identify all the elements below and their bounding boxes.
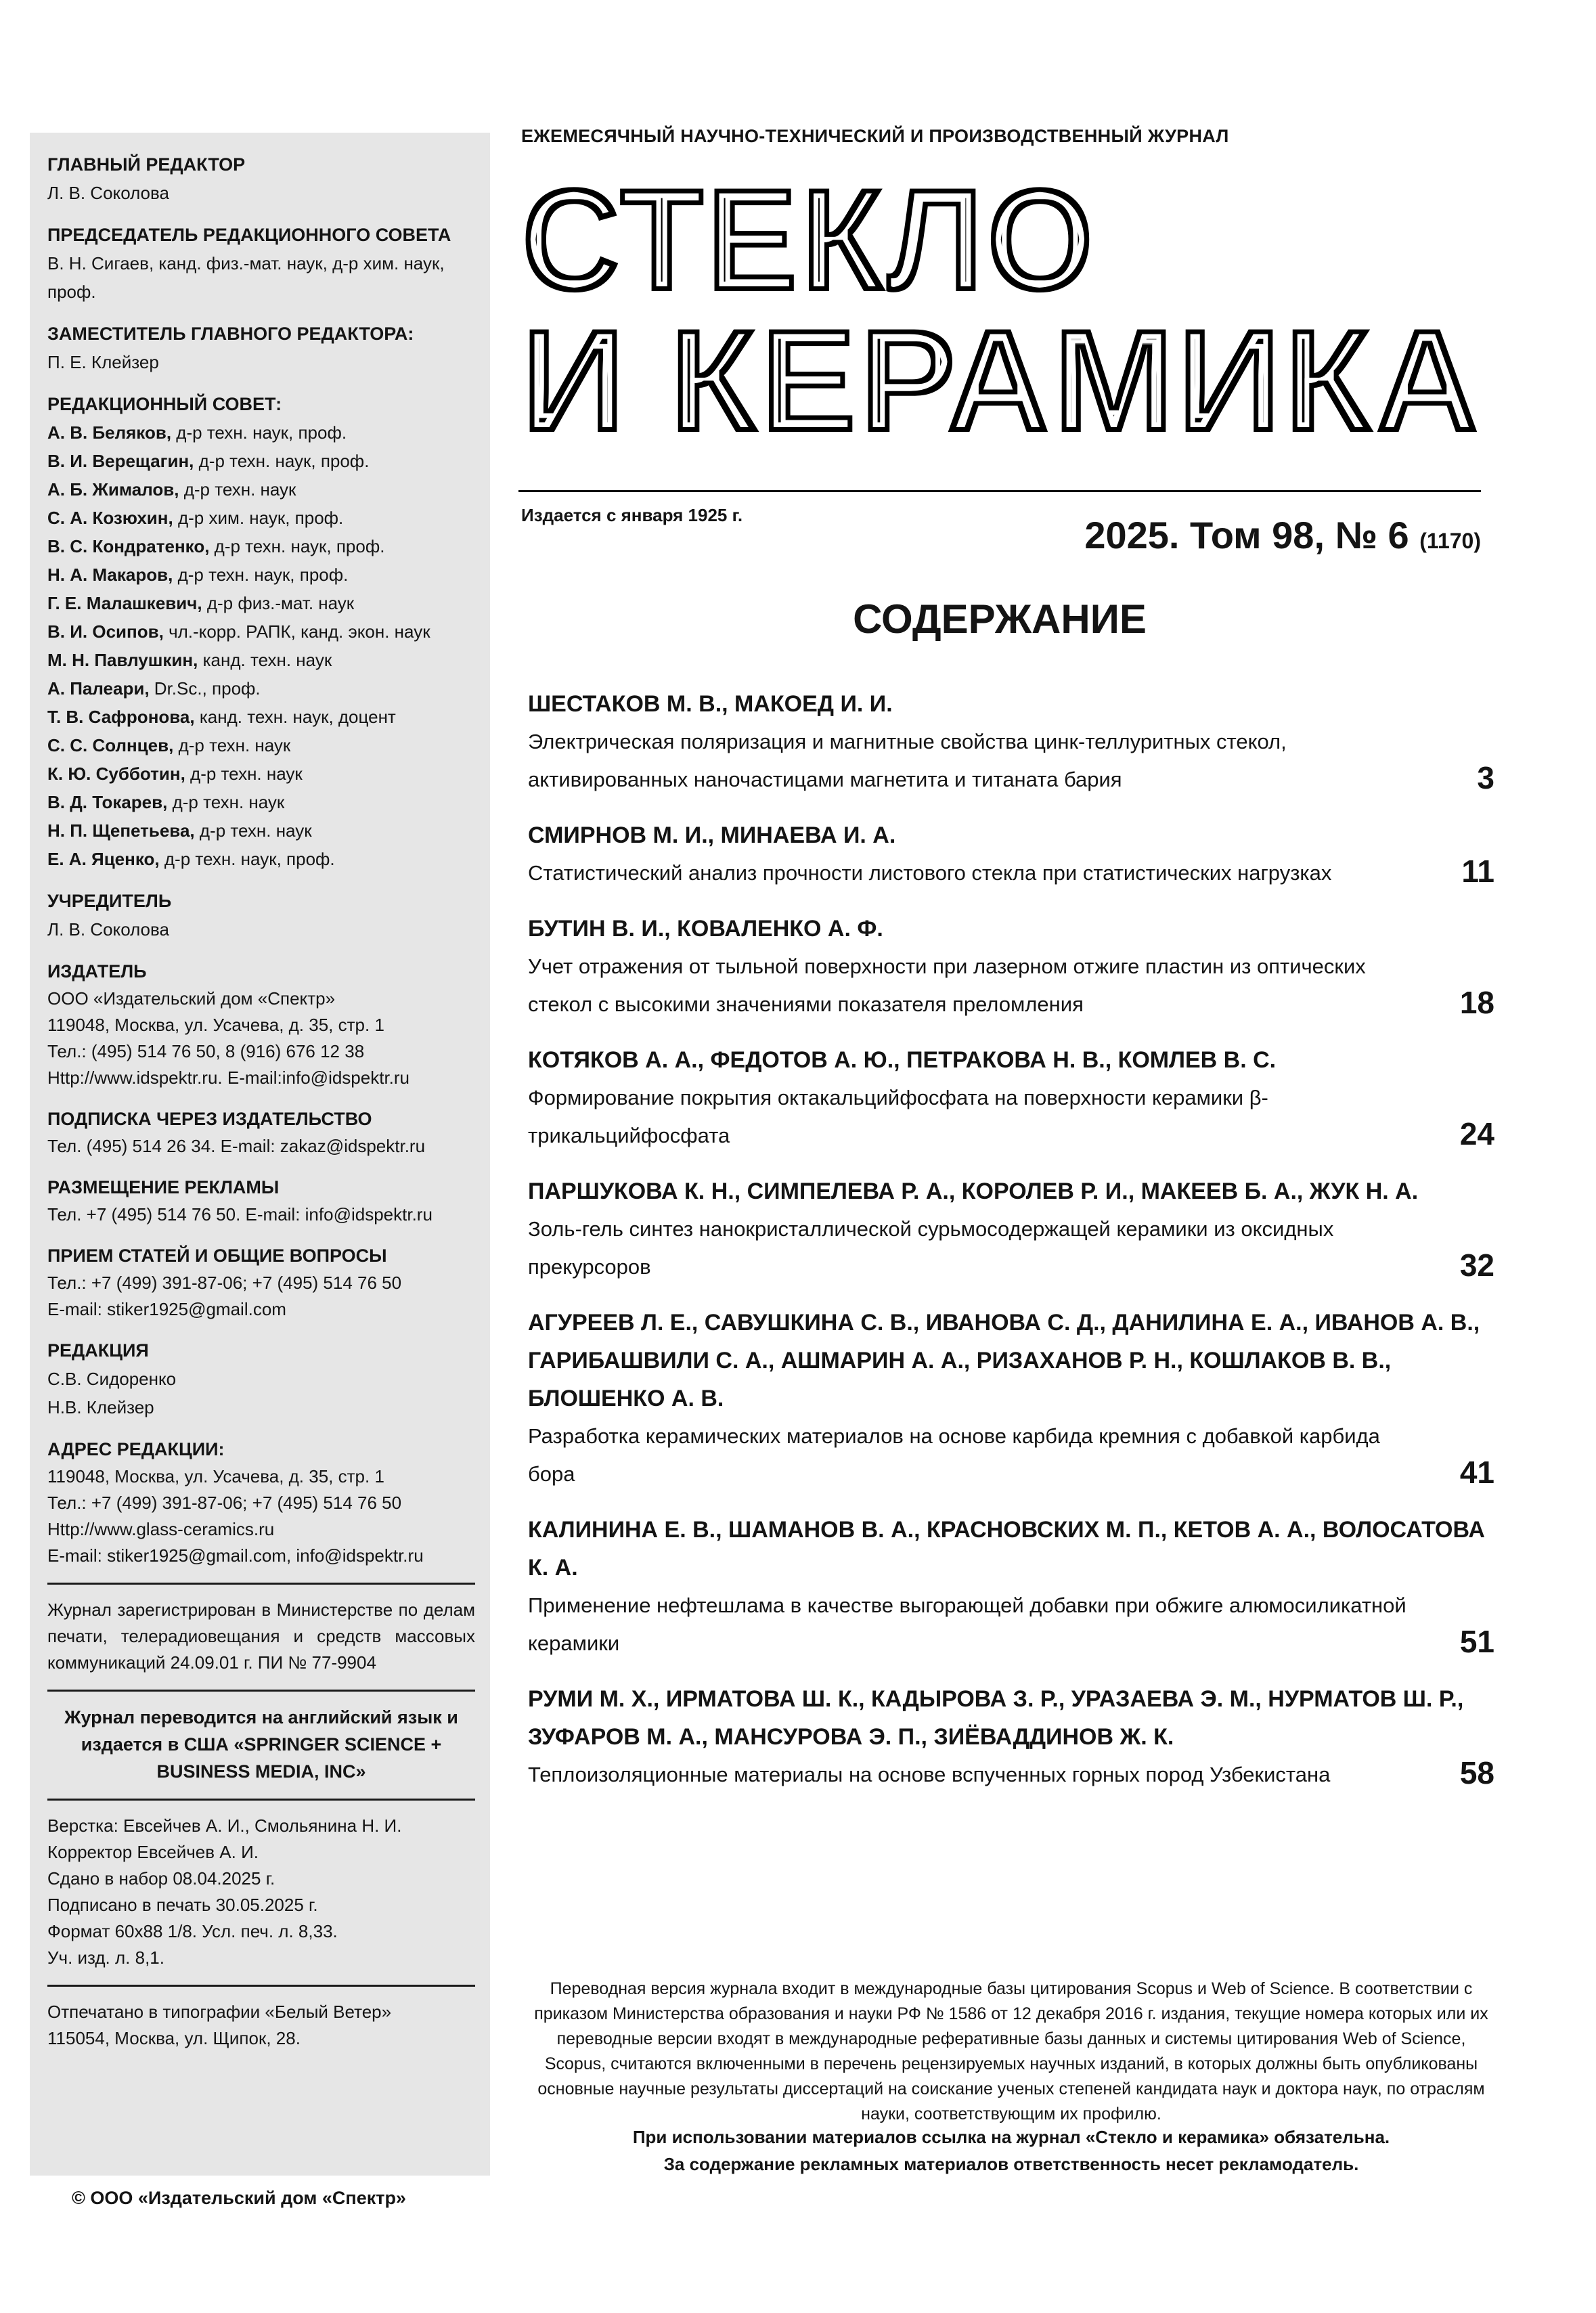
entry-page: 11 — [1461, 854, 1494, 889]
member-name: А. Палеари, — [47, 678, 150, 699]
publisher-heading: ИЗДАТЕЛЬ — [47, 961, 147, 982]
member-name: В. С. Кондратенко, — [47, 536, 210, 556]
production-line: Верстка: Евсейчев А. И., Смольянина Н. И. — [47, 1815, 402, 1836]
address-section — [47, 1435, 475, 1569]
ads-heading: РАЗМЕЩЕНИЕ РЕКЛАМЫ — [47, 1177, 280, 1197]
member-title: Dr.Sc., проф. — [154, 678, 261, 699]
entry-title: Электрическая поляризация и магнитные свойства цинк-теллуритных стекол, активированных наночастицами магнетита и титаната бария — [528, 730, 1287, 791]
production-line: Корректор Евсейчев А. И. — [47, 1842, 259, 1862]
office-heading: РЕДАКЦИЯ — [47, 1340, 149, 1361]
entry-authors: КАЛИНИНА Е. В., ШАМАНОВ В. А., КРАСНОВСКИХ М. П., КЕТОВ А. А., ВОЛОСАТОВА К. А. — [528, 1517, 1485, 1581]
council-member — [47, 589, 475, 617]
divider — [47, 1690, 475, 1692]
address-heading: АДРЕС РЕДАКЦИИ: — [47, 1439, 225, 1459]
publisher-line: ООО «Издательский дом «Спектр» — [47, 988, 336, 1009]
toc-entry[interactable] — [528, 685, 1494, 799]
member-name: Т. В. Сафронова, — [47, 707, 195, 727]
issue-info — [1056, 513, 1481, 557]
usage-notice — [528, 2123, 1494, 2178]
member-title: чл.-корр. РАПК, канд. экон. наук — [169, 621, 430, 642]
address-line: 119048, Москва, ул. Усачева, д. 35, стр. 1 — [47, 1466, 384, 1486]
divider — [47, 1799, 475, 1801]
publisher-line: 119048, Москва, ул. Усачева, д. 35, стр. 1 — [47, 1015, 384, 1035]
chair-text: В. Н. Сигаев, канд. физ.-мат. наук, д-р хим. наук, проф. — [47, 253, 445, 302]
ads-text: Тел. +7 (495) 514 76 50. E-mail: info@idspektr.ru — [47, 1204, 433, 1225]
entry-title: Формирование покрытия октакальцийфосфата на поверхности керамики β-трикальцийфосфата — [528, 1086, 1268, 1147]
council-member — [47, 447, 475, 475]
office-line: Н.В. Клейзер — [47, 1397, 154, 1417]
entry-page: 24 — [1459, 1116, 1494, 1151]
founded-note: Издается с января 1925 г. — [521, 505, 743, 525]
member-title: д-р техн. наук, проф. — [176, 422, 347, 443]
issue-serial: (1170) — [1419, 529, 1481, 553]
member-title: д-р хим. наук, проф. — [177, 508, 344, 528]
member-name: Н. П. Щепетьева, — [47, 820, 195, 841]
entry-title: Золь-гель синтез нанокристаллической сурьмосодержащей керамики из оксидных прекурсоров — [528, 1217, 1334, 1279]
council-member — [47, 731, 475, 759]
founder-name: Л. В. Соколова — [47, 919, 169, 940]
member-title: д-р техн. наук, проф. — [177, 565, 349, 585]
indexing-notice: Переводная версия журнала входит в международные базы цитирования Scopus и Web of Science. В соответствии с приказом Министерства образования и науки РФ № 1586 от 12 декабря 2016 г. издания, текущие номера которых или их переводные версии входят в международные реферативные базы данных и системы цитирования Web of Science, Scopus, считаются включенными в перечень рецензируемых научных изданий, в которых должны быть опубликованы основные научные результаты диссертаций на соискание ученых степеней кандидата наук и доктора наук, по отраслям науки, соответствующим их профилю. — [534, 1979, 1488, 2123]
member-title: д-р техн. наук — [190, 764, 303, 784]
member-title: д-р техн. наук, проф. — [198, 451, 370, 471]
entry-title: Учет отражения от тыльной поверхности при лазерном отжиге пластин из оптических стекол с высокими значениями показателя преломления — [528, 954, 1366, 1016]
council-section — [47, 390, 475, 873]
member-title: канд. техн. наук — [202, 650, 332, 670]
entry-authors: КОТЯКОВ А. А., ФЕДОТОВ А. Ю., ПЕТРАКОВА Н. В., КОМЛЕВ В. С. — [528, 1047, 1277, 1073]
contents-heading: СОДЕРЖАНИЕ — [853, 596, 1147, 642]
member-title: д-р физ.-мат. наук — [206, 593, 355, 613]
production-line: Уч. изд. л. 8,1. — [47, 1947, 164, 1968]
council-list — [47, 418, 475, 873]
articles-line: E-mail: stiker1925@gmail.com — [47, 1299, 286, 1319]
entry-page: 51 — [1459, 1624, 1494, 1659]
council-member — [47, 504, 475, 532]
member-name: В. Д. Токарев, — [47, 792, 168, 812]
editor-name: Л. В. Соколова — [47, 183, 169, 203]
production-line: Подписано в печать 30.05.2025 г. — [47, 1895, 318, 1915]
production-line: Формат 60х88 1/8. Усл. печ. л. 8,33. — [47, 1921, 338, 1941]
member-title: канд. техн. наук, доцент — [199, 707, 396, 727]
council-member — [47, 788, 475, 816]
printer-info — [47, 1999, 475, 2052]
entry-title: Разработка керамических материалов на основе карбида кремния с добавкой карбида бора — [528, 1424, 1380, 1486]
publisher-line: Http://www.idspektr.ru. E-mail:info@idspektr.ru — [47, 1067, 410, 1088]
member-name: Е. А. Яценко, — [47, 849, 160, 869]
member-title: д-р техн. наук, проф. — [214, 536, 385, 556]
office-line: С.В. Сидоренко — [47, 1369, 177, 1389]
entry-title: Статистический анализ прочности листового стекла при статистических нагрузках — [528, 861, 1332, 885]
member-name: С. А. Козюхин, — [47, 508, 173, 528]
subscription-section — [47, 1105, 475, 1160]
entry-authors: ПАРШУКОВА К. Н., СИМПЕЛЕВА Р. А., КОРОЛЕВ Р. И., МАКЕЕВ Б. А., ЖУК Н. А. — [528, 1178, 1419, 1204]
member-name: Н. А. Макаров, — [47, 565, 173, 585]
ads-notice: За содержание рекламных материалов ответственность несет рекламодатель. — [663, 2154, 1359, 2174]
printer-line: 115054, Москва, ул. Щипок, 28. — [47, 2028, 301, 2048]
entry-authors: АГУРЕЕВ Л. Е., САВУШКИНА С. В., ИВАНОВА С. Д., ДАНИЛИНА Е. А., ИВАНОВ А. В., ГАРИБАШВИЛИ С. А., АШМАРИН А. А., РИЗАХАНОВ Р. Н., КОШЛАКОВ В. В., БЛОШЕНКО А. В. — [528, 1310, 1480, 1411]
chair-section — [47, 221, 475, 306]
council-member — [47, 646, 475, 674]
council-member — [47, 617, 475, 646]
divider — [47, 1583, 475, 1585]
entry-page: 32 — [1459, 1248, 1494, 1283]
editor-section — [47, 150, 475, 207]
subscription-text: Тел. (495) 514 26 34. E-mail: zakaz@idspektr.ru — [47, 1136, 426, 1156]
member-name: В. И. Верещагин, — [47, 451, 194, 471]
entry-title: Применение нефтешлама в качестве выгорающей добавки при обжиге алюмосиликатной керамики — [528, 1593, 1406, 1655]
editor-heading: ГЛАВНЫЙ РЕДАКТОР — [47, 154, 246, 175]
toc-entry[interactable] — [528, 1304, 1494, 1493]
address-line: Тел.: +7 (499) 391-87-06; +7 (495) 514 76 50 — [47, 1493, 402, 1513]
member-name: А. Б. Жималов, — [47, 479, 179, 500]
masthead-sidebar — [30, 133, 490, 2176]
entry-page: 58 — [1459, 1755, 1494, 1790]
entry-page: 41 — [1459, 1455, 1494, 1490]
journal-logo — [520, 169, 1488, 440]
founder-section — [47, 887, 475, 944]
ads-section — [47, 1173, 475, 1228]
articles-line: Тел.: +7 (499) 391-87-06; +7 (495) 514 76 50 — [47, 1273, 402, 1293]
entry-page: 3 — [1477, 760, 1494, 795]
production-line: Сдано в набор 08.04.2025 г. — [47, 1868, 275, 1889]
member-name: В. И. Осипов, — [47, 621, 164, 642]
address-line: E-mail: stiker1925@gmail.com, info@idspektr.ru — [47, 1545, 424, 1566]
journal-kicker: ЕЖЕМЕСЯЧНЫЙ НАУЧНО-ТЕХНИЧЕСКИЙ И ПРОИЗВОДСТВЕННЫЙ ЖУРНАЛ — [521, 126, 1229, 146]
entry-title: Теплоизоляционные материалы на основе вспученных горных пород Узбекистана — [528, 1763, 1331, 1786]
toc-entry[interactable] — [528, 816, 1494, 892]
toc-entry[interactable] — [528, 1172, 1494, 1286]
council-member — [47, 418, 475, 447]
publisher-line: Тел.: (495) 514 76 50, 8 (916) 676 12 38 — [47, 1041, 365, 1061]
council-member — [47, 532, 475, 560]
council-member — [47, 560, 475, 589]
member-title: д-р техн. наук — [172, 792, 285, 812]
translation-note: Журнал переводится на английский язык и издается в США «SPRINGER SCIENCE + BUSINESS MEDIA, INC» — [64, 1707, 458, 1782]
subscription-heading: ПОДПИСКА ЧЕРЕЗ ИЗДАТЕЛЬСТВО — [47, 1109, 372, 1129]
deputy-name: П. Е. Клейзер — [47, 352, 159, 372]
production-info — [47, 1813, 475, 1971]
council-member — [47, 475, 475, 504]
citation-notice: При использовании материалов ссылка на журнал «Стекло и керамика» обязательна. — [632, 2127, 1390, 2147]
issue-label: 2025. Том 98, № 6 — [1084, 514, 1409, 556]
logo-line-1: СТЕКЛО — [520, 169, 1095, 323]
member-name: М. Н. Павлушкин, — [47, 650, 198, 670]
entry-authors: ШЕСТАКОВ М. В., МАКОЕД И. И. — [528, 691, 893, 717]
divider — [47, 1985, 475, 1987]
toc-entry[interactable] — [528, 1511, 1494, 1662]
member-title: д-р техн. наук, проф. — [164, 849, 335, 869]
entry-authors: РУМИ М. Х., ИРМАТОВА Ш. К., КАДЫРОВА З. Р., УРАЗАЕВА Э. М., НУРМАТОВ Ш. Р., ЗУФАРОВ М. А., МАНСУРОВА Э. П., ЗИЁВАДДИНОВ Ж. К. — [528, 1686, 1464, 1750]
council-member — [47, 845, 475, 873]
deputy-heading: ЗАМЕСТИТЕЛЬ ГЛАВНОГО РЕДАКТОРА: — [47, 324, 414, 344]
member-name: Г. Е. Малашкевич, — [47, 593, 202, 613]
member-name: С. С. Солнцев, — [47, 735, 174, 755]
council-heading: РЕДАКЦИОННЫЙ СОВЕТ: — [47, 394, 282, 414]
printer-line: Отпечатано в типографии «Белый Ветер» — [47, 2002, 392, 2022]
copyright: © ООО «Издательский дом «Спектр» — [72, 2188, 406, 2208]
toc-entry[interactable] — [528, 910, 1494, 1023]
member-title: д-р техн. наук — [178, 735, 291, 755]
council-member — [47, 816, 475, 845]
founder-heading: УЧРЕДИТЕЛЬ — [47, 891, 172, 911]
council-member — [47, 703, 475, 731]
publisher-section — [47, 957, 475, 1091]
member-title: д-р техн. наук — [199, 820, 312, 841]
council-member — [47, 759, 475, 788]
toc-entry[interactable] — [528, 1680, 1494, 1794]
table-of-contents — [528, 685, 1494, 1811]
entry-authors: БУТИН В. И., КОВАЛЕНКО А. Ф. — [528, 916, 883, 942]
council-member — [47, 674, 475, 703]
member-title: д-р техн. наук — [183, 479, 296, 500]
articles-heading: ПРИЕМ СТАТЕЙ И ОБЩИЕ ВОПРОСЫ — [47, 1246, 387, 1266]
chair-heading: ПРЕДСЕДАТЕЛЬ РЕДАКЦИОННОГО СОВЕТА — [47, 225, 451, 245]
entry-authors: СМИРНОВ М. И., МИНАЕВА И. А. — [528, 822, 896, 848]
office-section — [47, 1336, 475, 1422]
logo-line-2: И КЕРАМИКА — [520, 297, 1481, 440]
registration-text: Журнал зарегистрирован в Министерстве по делам печати, телерадиовещания и средств массовых коммуникаций 24.09.01 г. ПИ № 77-9904 — [47, 1600, 475, 1673]
address-line: Http://www.glass-ceramics.ru — [47, 1519, 275, 1539]
toc-entry[interactable] — [528, 1041, 1494, 1155]
articles-section — [47, 1241, 475, 1323]
member-name: А. В. Беляков, — [47, 422, 172, 443]
entry-page: 18 — [1459, 985, 1494, 1020]
deputy-section — [47, 320, 475, 376]
header-rule — [518, 490, 1481, 492]
member-name: К. Ю. Субботин, — [47, 764, 185, 784]
